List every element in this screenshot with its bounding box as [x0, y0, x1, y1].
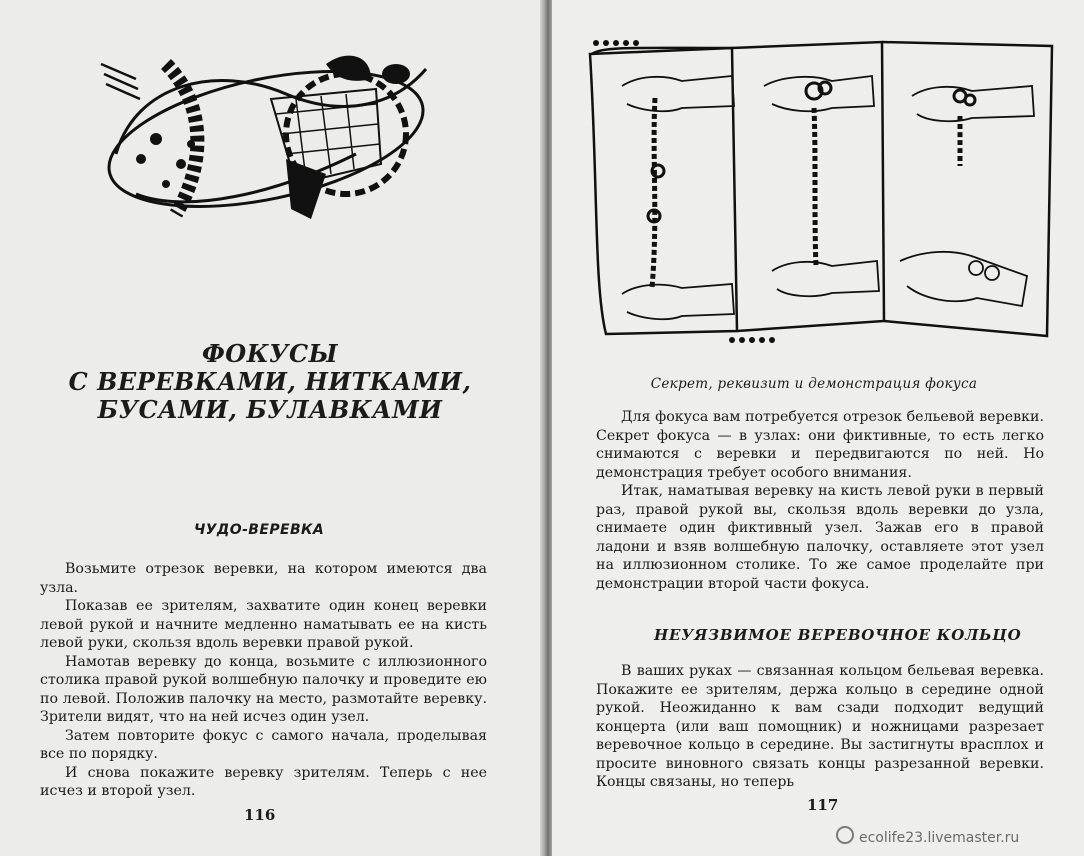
right-body-text-bottom [596, 662, 1044, 792]
illustration-caption: Секрет, реквизит и демонстрация фокуса [650, 376, 978, 392]
section-title: НЕУЯЗВИМОЕ ВЕРЕВОЧНОЕ КОЛЬЦО [654, 626, 1022, 644]
paragraph: В ваших руках — связанная кольцом бельевая веревка. Покажите ее зрителям, держа кольцо в середине одной рукой. Неожиданно к вам сзади подходит ведущий концерта (или ваш помощник) и ножницами разрезает веревочное кольцо в середине. Вы застигнуты врасплох и просите виновного связать концы разрезанной веревки. Концы связаны, но теперь [596, 663, 1044, 790]
chapter-title-line: ФОКУСЫ [202, 339, 338, 368]
chapter-title [40, 340, 500, 424]
rope-trick-illustration [582, 36, 1062, 348]
right-page [552, 0, 1084, 856]
paragraph: Намотав веревку до конца, возьмите с иллюзионного столика правой рукой волшебную палочку и проведите ею по левой. Положив палочку на место, размотайте веревку. Зрители видят, что на ней исчез один узел. [40, 653, 487, 725]
section-title: ЧУДО-ВЕРЕВКА [194, 522, 325, 538]
paragraph: Возьмите отрезок веревки, на котором имеются два узла. [40, 561, 487, 596]
ornament-illustration [96, 44, 446, 224]
page-number: 117 [807, 796, 839, 814]
right-body-text-top [596, 408, 1044, 593]
left-body-text [40, 560, 487, 801]
paragraph: Итак, наматывая веревку на кисть левой руки в первый раз, правой рукой вы, скользя вдоль веревки до узла, снимаете один фиктивный узел. Зажав его в правой ладони и взяв волшебную палочку, оставляете этот узел на иллюзионном столике. То же самое проделайте при демонстрации второй части фокуса. [596, 483, 1044, 592]
watermark-text: ecolife23.livemaster.ru [859, 830, 1020, 846]
watermark [836, 826, 1019, 846]
paragraph: Для фокуса вам потребуется отрезок бельевой веревки. Секрет фокуса — в узлах: они фиктивные, то есть легко снимаются с веревки и передвигаются по ней. Но демонстрация требует особого внимания. [596, 409, 1044, 481]
chapter-title-line: БУСАМИ, БУЛАВКАМИ [97, 395, 443, 424]
paragraph: Затем повторите фокус с самого начала, проделывая все по порядку. [40, 727, 487, 762]
page-number: 116 [244, 806, 276, 824]
paragraph: И снова покажите веревку зрителям. Теперь с нее исчез и второй узел. [40, 764, 487, 799]
paragraph: Показав ее зрителям, захватите один конец веревки левой рукой и начните медленно наматывать ее на кисть левой руки, скользя вдоль веревки правой рукой. [40, 598, 487, 651]
gear-icon [836, 826, 854, 844]
chapter-title-line: С ВЕРЕВКАМИ, НИТКАМИ, [68, 367, 472, 396]
